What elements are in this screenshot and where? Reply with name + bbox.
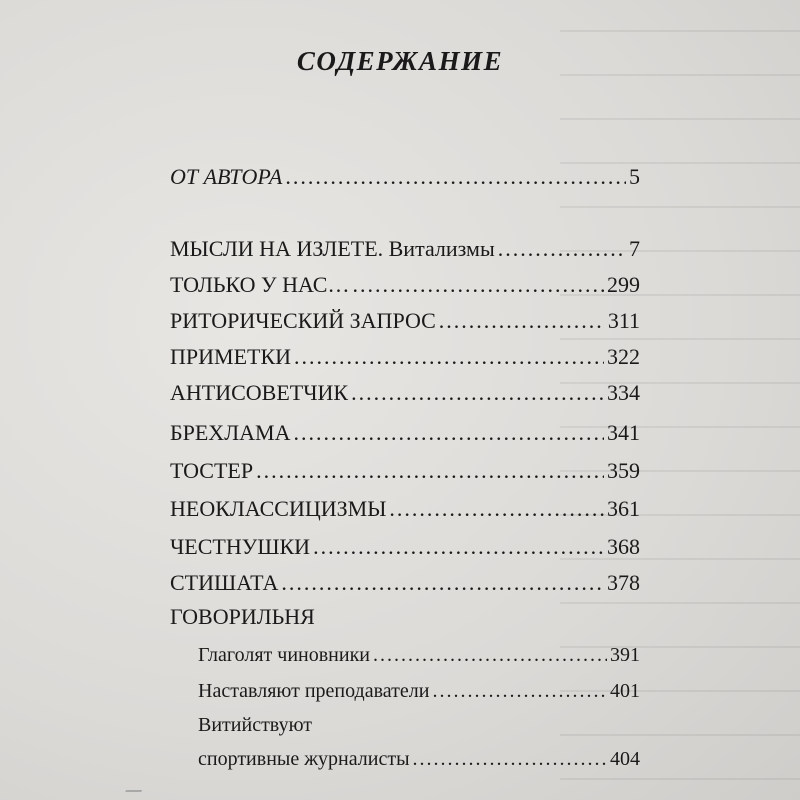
toc-entry-label: ТОСТЕР: [170, 458, 254, 483]
dot-leader: [256, 458, 604, 484]
toc-entry-neoklassitsizmy[interactable]: [170, 496, 640, 522]
toc-entry-antisovetchik[interactable]: [170, 380, 640, 406]
toc-entry-label: СТИШАТА: [170, 570, 279, 595]
dot-leader: [293, 420, 604, 446]
toc-entry-mysli[interactable]: [170, 236, 640, 262]
toc-subentry-vitiystvuyut[interactable]: [198, 714, 640, 737]
toc-entry-stishata[interactable]: [170, 570, 640, 596]
dot-leader: [285, 164, 626, 190]
toc-entry-page: 361: [607, 496, 640, 521]
toc-entry-page: 311: [607, 308, 640, 333]
toc-entry-label: Витийствуют: [198, 714, 312, 736]
toc-entry-page: 341: [607, 420, 640, 445]
page-title: СОДЕРЖАНИЕ: [296, 46, 504, 76]
dot-leader: [351, 380, 604, 406]
toc-entry-page: 334: [607, 380, 640, 405]
toc-entry-chestnushki[interactable]: [170, 534, 640, 560]
dot-leader: [313, 534, 604, 560]
toc-entry-page: 391: [610, 644, 640, 666]
toc-entry-page: 359: [607, 458, 640, 483]
toc-entry-page: 401: [610, 680, 640, 702]
toc-entry-label: ОТ АВТОРА: [170, 164, 283, 189]
dot-leader: [439, 308, 605, 334]
toc-subentry-chinovniki[interactable]: [198, 644, 640, 667]
dot-leader: [294, 344, 604, 370]
toc-entry-ot-avtora[interactable]: [170, 164, 640, 190]
toc-entry-page: 299: [607, 272, 640, 297]
toc-entry-label: ЧЕСТНУШКИ: [170, 534, 311, 559]
toc-entry-ritoricheskiy[interactable]: [170, 308, 640, 334]
dot-leader: [413, 748, 607, 771]
toc-subentry-prepodavateli[interactable]: [198, 680, 640, 703]
toc-entry-label: НЕОКЛАССИЦИЗМЫ: [170, 496, 387, 521]
toc-entry-page: 7: [629, 236, 640, 261]
toc-entry-primetki[interactable]: [170, 344, 640, 370]
toc-entry-page: 404: [610, 748, 640, 770]
toc-entry-label: АНТИСОВЕТЧИК: [170, 380, 349, 405]
toc-entry-label: ТОЛЬКО У НАС…: [170, 272, 350, 297]
toc-entry-page: 378: [607, 570, 640, 595]
toc-entry-label: РИТОРИЧЕСКИЙ ЗАПРОС: [170, 308, 436, 333]
dot-leader: [432, 680, 607, 703]
toc-subentry-zhurnalisty[interactable]: [198, 748, 640, 771]
toc-entry-label: Наставляют преподаватели: [198, 680, 430, 702]
toc-entry-label: ПРИМЕТКИ: [170, 344, 292, 369]
toc-entry-brekhlama[interactable]: [170, 420, 640, 446]
dot-leader: [281, 570, 604, 596]
dot-leader: [373, 644, 607, 667]
toc-section-label: ГОВОРИЛЬНЯ: [170, 604, 315, 629]
toc-entry-label: МЫСЛИ НА ИЗЛЕТЕ. Витализмы: [170, 236, 495, 261]
toc-entry-page: 5: [629, 164, 640, 189]
toc-entry-label: БРЕХЛАМА: [170, 420, 291, 445]
dot-leader: [498, 236, 626, 262]
toc-entry-page: 322: [607, 344, 640, 369]
toc-entry-page: 368: [607, 534, 640, 559]
toc-entry-label: Глаголят чиновники: [198, 644, 371, 666]
toc-entry-toster[interactable]: [170, 458, 640, 484]
dot-leader: [352, 272, 604, 298]
toc-section-govorilnya[interactable]: [170, 604, 640, 630]
toc-entry-tolko-u-nas[interactable]: [170, 272, 640, 298]
toc-entry-label: спортивные журналисты: [198, 748, 410, 770]
page-edge-mark: [125, 782, 147, 792]
dot-leader: [389, 496, 604, 522]
